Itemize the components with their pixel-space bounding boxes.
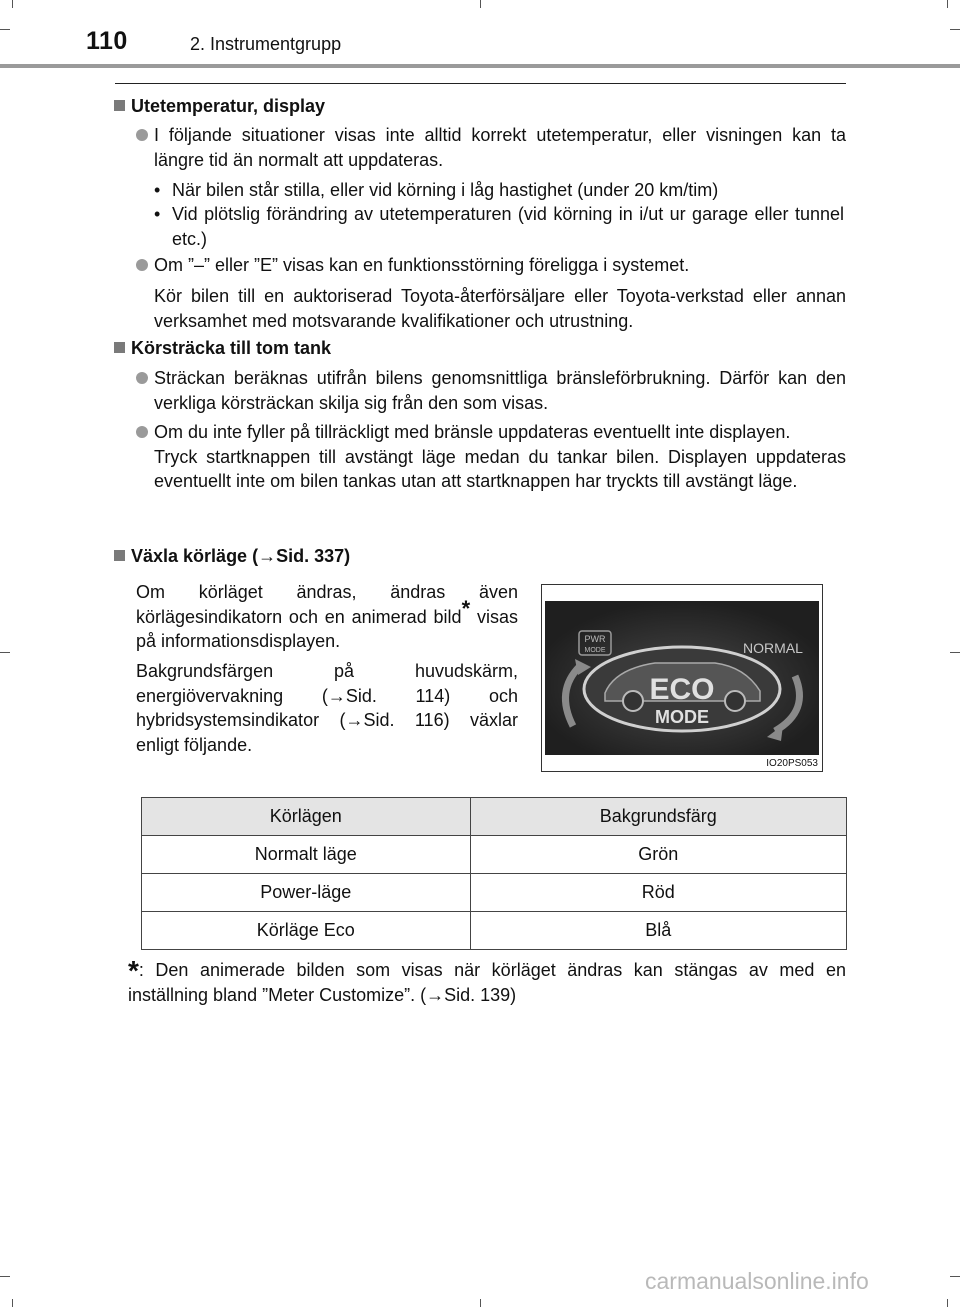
table-row [142,836,847,874]
svg-text:PWR: PWR [584,634,606,644]
bullet-dot-icon [136,129,148,141]
background-color-paragraph: Bakgrundsfärgen på huvudskärm, energiövervakning (→Sid. 114) och hybridsystemsindikator (→Sid. 116) växlar enligt följande. [136,661,518,755]
watermark: carmanualsonline.info [645,1268,869,1294]
table-header-cell: Körlägen [142,798,471,836]
table-cell: Grön [470,836,846,874]
table-cell: Körläge Eco [142,912,471,950]
bullet-dot-icon [136,426,148,438]
table-header-cell: Bakgrundsfärg [470,798,846,836]
eco-mode-display-image [545,601,819,757]
table-cell: Normalt läge [142,836,471,874]
square-bullet-icon [114,550,125,561]
svg-text:NORMAL: NORMAL [743,640,803,656]
eco-mode-figure [541,584,823,772]
table-cell: Blå [470,912,846,950]
footnote: *: Den animerade bilden som visas när körläget ändras kan stängas av med en inställning bland ”Meter Customize”. (→Sid. 139) [128,955,846,1005]
table-header-row [142,798,847,836]
bullet-item: I följande situationer visas inte alltid korrekt utetemperatur, eller visningen kan ta längre tid än normalt att uppdateras. [136,123,846,172]
bullet-item: Sträckan beräknas utifrån bilens genomsnittliga bränsleförbrukning. Därför kan den verkliga körsträckan skilja sig från den som visas. [136,366,846,415]
bullet-note: Kör bilen till en auktoriserad Toyota-återförsäljare eller Toyota-verkstad eller annan verksamhet med motsvarande kvalifikationer och utrustning. [154,286,846,331]
section-rule [115,83,846,84]
footnote-star: * [128,955,139,986]
crop-mark [480,0,481,8]
crop-mark [950,652,960,653]
crop-mark [0,1276,10,1277]
table-row [142,912,847,950]
chapter-title: 2. Instrumentgrupp [190,34,342,54]
crop-mark [0,29,10,30]
crop-mark [0,652,10,653]
drive-mode-paragraph: Om körläget ändras, ändras även körlägesindikatorn och en animerad bild* visas på informationsdisplayen. [136,582,518,651]
bullet-dot-icon [136,259,148,271]
crop-mark [12,1299,13,1307]
table-cell: Röd [470,874,846,912]
square-bullet-icon [114,342,125,353]
header-rule [0,64,960,68]
table-cell: Power-läge [142,874,471,912]
section-heading-range: Körsträcka till tom tank [114,338,331,359]
crop-mark [480,1299,481,1307]
crop-mark [947,0,948,8]
square-bullet-icon [114,100,125,111]
drive-mode-table [141,797,847,950]
figure-code: IO20PS053 [766,758,818,769]
svg-text:MODE: MODE [655,707,709,727]
svg-text:MODE: MODE [584,647,606,654]
section-heading-drive-mode: Växla körläge (→Sid. 337) [114,546,350,567]
table-row [142,874,847,912]
sub-list-item: • När bilen står stilla, eller vid körning i låg hastighet (under 20 km/tim) [154,180,719,200]
page-number: 110 [86,27,128,55]
crop-mark [12,0,13,8]
sub-list-item: • Vid plötslig förändring av utetemperaturen (vid körning in i/ut ur garage eller tunnel etc.) [154,204,844,249]
bullet-item: Om du inte fyller på tillräckligt med bränsle uppdateras eventuellt inte displayen. Tryck startknappen till avstängt läge medan du tankar bilen. Displayen uppdateras eventuellt inte om bilen tankas utan att startknappen har tryckts till avstängt läge. [136,420,846,494]
crop-mark [950,29,960,30]
section-heading-outside-temp: Utetemperatur, display [114,96,325,117]
bullet-item: Om ”–” eller ”E” visas kan en funktionsstörning föreligga i systemet. [136,253,846,278]
crop-mark [947,1299,948,1307]
crop-mark [950,1276,960,1277]
svg-text:ECO: ECO [649,673,715,706]
bullet-dot-icon [136,372,148,384]
